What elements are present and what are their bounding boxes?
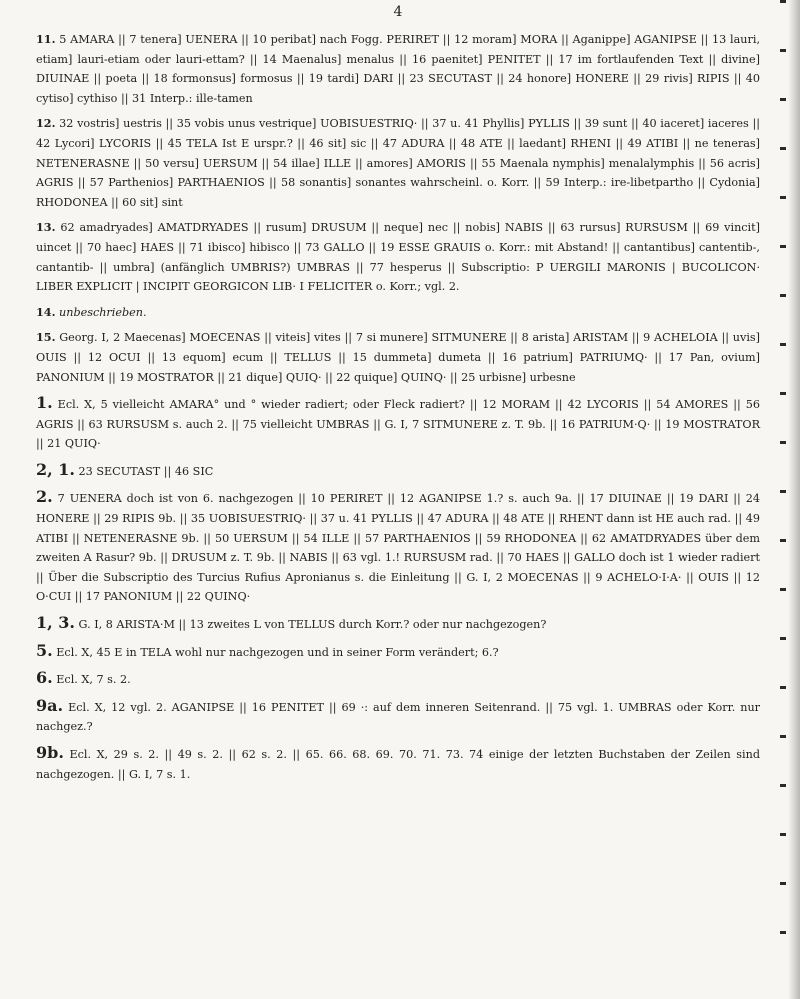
entry-text: Ecl. X, 45 E in TELA wohl nur nachgezogen und in seiner Form verändert; 6.? <box>56 645 499 659</box>
entry-number: 14. <box>36 304 56 319</box>
entry-number: 9b. <box>36 743 64 762</box>
hand-note-9b <box>36 743 760 784</box>
entry-text: Georg. I, 2 Maecenas] MOECENAS || viteis] vites || 7 si munere] SITMUNERE || 8 arista] ARISTAM || 9 ACHELOIA || uvis] OUIS || 12 OCUI || 13 equom] ecum || TELLUS || 15 dummeta] dumeta || 16 patrium] PATRIUMQ· || 17 Pan, ovium] PANONIUM || 19 MOSTRATOR || 21 dique] QUIQ· || 22 quique] QUINQ· || 25 urbisne] urbesne <box>36 331 760 384</box>
entry-number: 1, 3. <box>36 613 75 633</box>
hand-note-2-1 <box>36 460 760 482</box>
entry-number: 12. <box>36 116 56 131</box>
entry-number: 6. <box>36 668 53 688</box>
entry-text: Ecl. X, 7 s. 2. <box>56 673 131 687</box>
entry-text: Ecl. X, 12 vgl. 2. AGANIPSE || 16 PENITET || 69 ·: auf dem inneren Seitenrand. || 75 vgl. 1. UMBRAS oder Korr. nur nachgez.? <box>36 700 760 734</box>
entry-text: 5 AMARA || 7 tenera] UENERA || 10 peribat] nach Fogg. PERIRET || 12 moram] MORA || Aganippe] AGANIPSE || 13 lauri, etiam] lauri-etiam oder lauri-ettam? || 14 Maenalus] menalus || 16 paenitet] PENITET || 17 im fortlaufenden Text || divine] DIUINAE || poeta || 18 formonsus] formosus || 19 tardi] DARI || 23 SECUTAST || 24 honore] HONERE || 29 rivis] RIPIS || 40 cytiso] cythiso || 31 Interp.: ille-tamen <box>36 33 760 105</box>
entry-text: 23 SECUTAST || 46 SIC <box>78 464 214 478</box>
entry-number: 11. <box>36 32 56 46</box>
apparatus-entry-13 <box>36 218 760 296</box>
entry-number: 15. <box>36 330 56 345</box>
scan-edge-marks <box>780 0 786 999</box>
entry-text: Ecl. X, 5 vielleicht AMARA° und ° wieder radiert; oder Fleck radiert? || 12 MORAM || 42 LYCORIS || 54 AMORES || 56 AGRIS || 63 RURSUSM s. auch 2. || 75 vielleicht UMBRAS || G. I, 7 SITMUNERE z. T. 9b. || 16 PATRIUM·Q· || 19 MOSTRATOR || 21 QUIQ· <box>36 398 760 451</box>
entry-text: 32 vostris] uestris || 35 vobis unus vestrique] UOBISUESTRIQ· || 37 u. 41 Phyllis] PYLLIS || 39 sunt || 40 iaceret] iaceres || 42 Lycori] LYCORIS || 45 TELA Ist E urspr.? || 46 sit] sic || 47 ADURA || 48 ATE || laedant] RHENI || 49 ATIBI || ne teneras] NETENERASNE || 50 versu] UERSUM || 54 illae] ILLE || amores] AMORIS || 55 Maenala nymphis] menalalymphis || 56 acris] AGRIS || 57 Parthenios] PARTHAENIOS || 58 sonantis] sonantes wahrscheinl. o. Korr. || 59 Interp.: ire-libetpartho || Cydonia] RHODONEA || 60 sit] sint <box>36 117 760 209</box>
entry-text: G. I, 8 ARISTA·M || 13 zweites L von TELLUS durch Korr.? oder nur nachgezogen? <box>78 618 547 632</box>
apparatus-entry-11 <box>36 30 760 108</box>
hand-note-5 <box>36 641 760 663</box>
entry-number: 2. <box>36 487 53 507</box>
apparatus-entry-15 <box>36 328 760 387</box>
hand-note-1 <box>36 393 760 454</box>
entry-number: 5. <box>36 640 53 660</box>
entry-number: 2, 1. <box>36 459 75 479</box>
entry-text: unbeschrieben. <box>59 305 147 319</box>
entry-text: Ecl. X, 29 s. 2. || 49 s. 2. || 62 s. 2. || 65. 66. 68. 69. 70. 71. 73. 74 einige der letzten Buchstaben der Zeilen sind nachgezogen. || G. I, 7 s. 1. <box>36 748 760 781</box>
hand-note-9a <box>36 696 760 737</box>
entry-text: 7 UENERA doch ist von 6. nachgezogen || 10 PERIRET || 12 AGANIPSE 1.? s. auch 9a. || 17 DIUINAE || 19 DARI || 24 HONERE || 29 RIPIS 9b. || 35 UOBISUESTRIQ· || 37 u. 41 PYLLIS || 47 ADURA || 48 ATE || RHENT dann ist HE auch rad. || 49 ATIBI || NETENERASNE 9b. || 50 UERSUM || 54 ILLE || 57 PARTHAENIOS || 59 RHODONEA || 62 AMATDRYADES über dem zweiten A Rasur? 9b. || DRUSUM z. T. 9b. || NABIS || 63 vgl. 1.! RURSUSM rad. || 70 HAES || GALLO doch ist 1 wieder radiert || Über die Subscriptio des Turcius Rufius Apronianus s. die Einleitung || G. I, 2 MOECENAS || 9 ACHELO·I·A· || OUIS || 12 O·CUI || 17 PANONIUM || 22 QUINQ· <box>36 492 760 604</box>
scan-edge-shadow <box>788 0 800 999</box>
page-number: 4 <box>393 4 403 20</box>
apparatus-entry-12 <box>36 114 760 212</box>
hand-note-6 <box>36 668 760 690</box>
hand-note-2 <box>36 487 760 607</box>
entry-number: 1. <box>36 393 53 413</box>
apparatus-text <box>36 30 760 784</box>
apparatus-entry-14 <box>36 303 760 323</box>
hand-note-1-3 <box>36 613 760 635</box>
entry-number: 13. <box>36 220 56 235</box>
entry-text: 62 amadryades] AMATDRYADES || rusum] DRUSUM || neque] nec || nobis] NABIS || 63 rursus] RURSUSM || 69 vincit] uincet || 70 haec] HAES || 71 ibisco] hibisco || 73 GALLO || 19 ESSE GRAUIS o. Korr.: mit Abstand! || cantantibus] cantentib-, cantantib- || umbra] (anfänglich UMBRIS?) UMBRAS || 77 hesperus || Subscriptio: P UERGILI MARONIS | BUCOLICON· LIBER EXPLICIT | INCIPIT GEORGICON LIB· I FELICITER o. Korr.; vgl. 2. <box>36 221 760 294</box>
entry-number: 9a. <box>36 695 64 715</box>
